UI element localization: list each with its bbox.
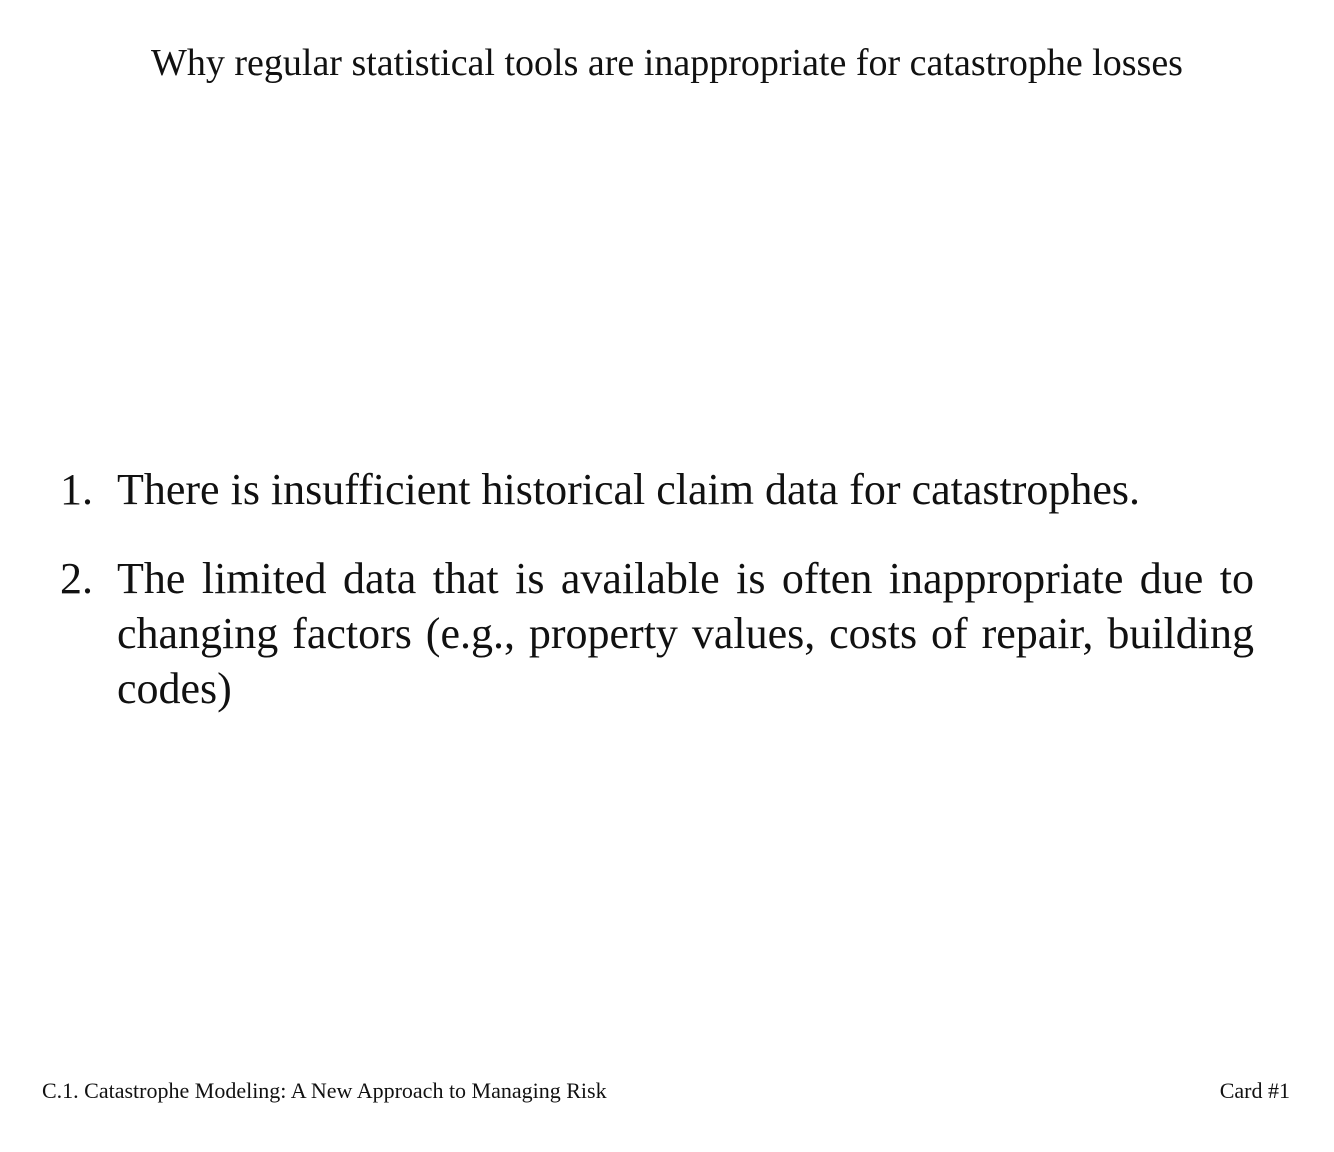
card-title: Why regular statistical tools are inappropriate for catastrophe losses	[151, 42, 1183, 84]
footer-card-number: Card #1	[1219, 1078, 1290, 1103]
list-item	[60, 462, 1254, 517]
list-item-number: 2.	[60, 554, 93, 603]
list-item-text: The limited data that is available is often inappropriate due to changing factors (e.g., property values, costs of repair, building codes)	[117, 554, 1254, 713]
list-item	[60, 551, 1254, 716]
list-item-text: There is insufficient historical claim data for catastrophes.	[117, 465, 1141, 514]
reasons-list	[60, 462, 1254, 750]
list-item-number: 1.	[60, 465, 93, 514]
footer-section-label: C.1. Catastrophe Modeling: A New Approach to Managing Risk	[42, 1078, 607, 1103]
